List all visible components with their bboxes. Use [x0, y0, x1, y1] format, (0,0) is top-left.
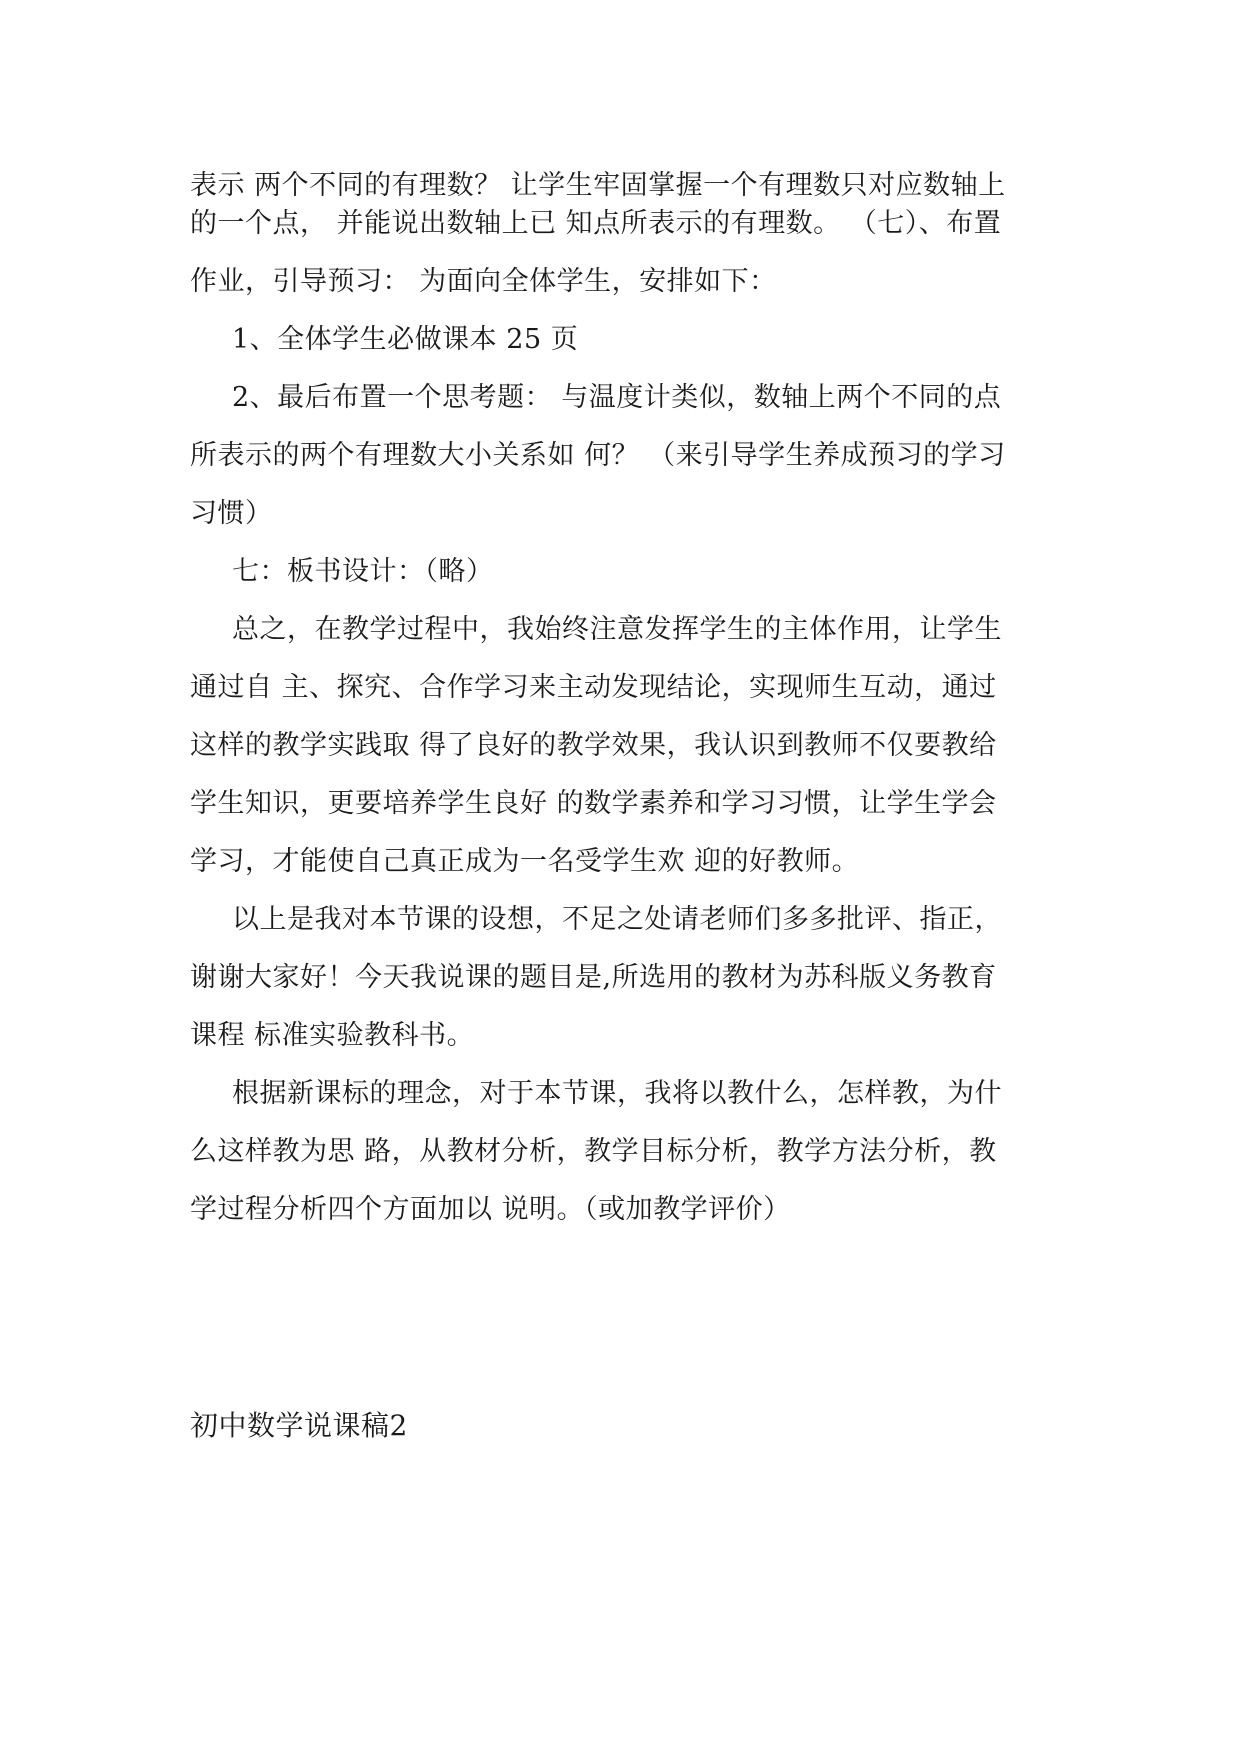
paragraph-intro-start: 根据新课标的理念，对于本节课，我将以教什么，怎样教，为什 [232, 1078, 1002, 1109]
list-item-2: 2、最后布置一个思考题： 与温度计类似，数轴上两个不同的点 [232, 382, 1002, 413]
text-line: 学过程分析四个方面加以 说明。（或加教学评价） [190, 1194, 791, 1225]
text-line: 谢谢大家好！今天我说课的题目是,所选用的教材为苏科版义务教育 [190, 962, 997, 993]
text-line: 课程 标准实验教科书。 [190, 1020, 475, 1051]
board-design-line: 七：板书设计：（略） [232, 556, 494, 587]
section-title: 初中数学说课稿2 [190, 1409, 408, 1442]
text-line: 通过自 主、探究、合作学习来主动发现结论，实现师生互动，通过 [190, 672, 997, 703]
text-line: 所表示的两个有理数大小关系如 何？ （来引导学生养成预习的学习 [190, 440, 1006, 471]
text-line: 学生知识，更要培养学生良好 的数学素养和学习习惯，让学生学会 [190, 788, 997, 819]
paragraph-summary-start: 总之，在教学过程中，我始终注意发挥学生的主体作用，让学生 [232, 614, 1002, 645]
text-line: 表示 两个不同的有理数？ 让学生牢固掌握一个有理数只对应数轴上 [190, 170, 1006, 201]
text-line: 这样的教学实践取 得了良好的教学效果，我认识到教师不仅要教给 [190, 730, 997, 761]
text-line: 作业，引导预习： 为面向全体学生，安排如下： [190, 266, 777, 297]
list-item-1: 1、全体学生必做课本 25 页 [232, 324, 579, 355]
text-line: 的一个点， 并能说出数轴上已 知点所表示的有理数。 （七）、布置 [190, 208, 1002, 239]
text-line: 习惯） [190, 498, 273, 529]
text-line: 么这样教为思 路，从教材分析，教学目标分析，教学方法分析，教 [190, 1136, 997, 1167]
text-line: 学习，才能使自己真正成为一名受学生欢 迎的好教师。 [190, 846, 860, 877]
paragraph-closing-start: 以上是我对本节课的设想，不足之处请老师们多多批评、指正， [232, 904, 1002, 935]
